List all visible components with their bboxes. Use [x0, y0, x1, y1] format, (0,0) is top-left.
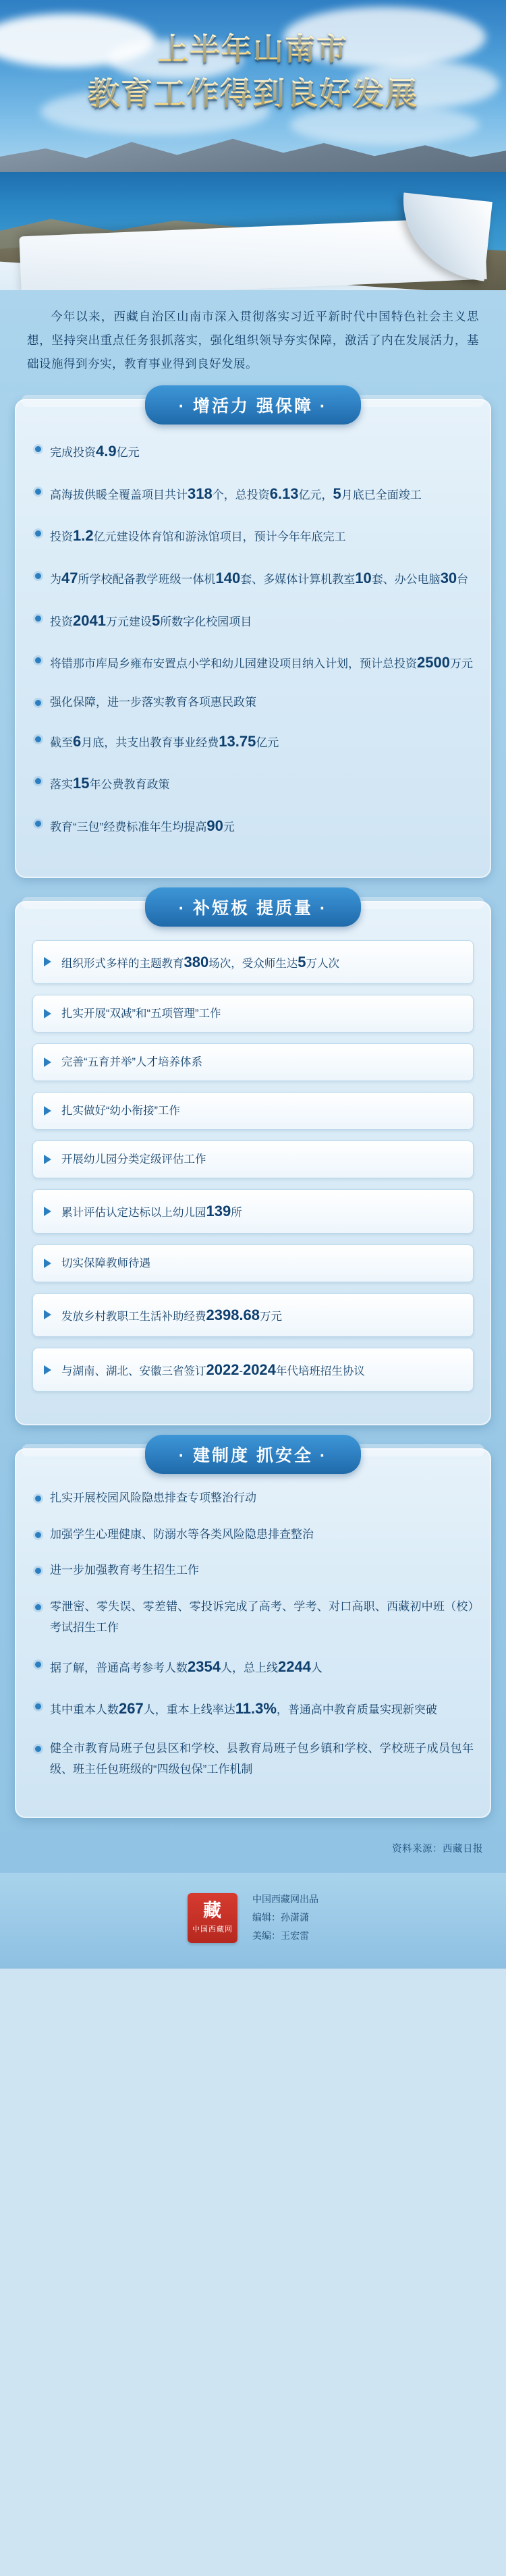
list-item: 落实15年公费教育政策 — [32, 770, 474, 798]
list-item: 强化保障，进一步落实教育各项惠民政策 — [32, 692, 474, 713]
highlight-number: 15 — [73, 775, 90, 792]
list-item: 加强学生心理健康、防溺水等各类风险隐患排查整治 — [32, 1524, 474, 1545]
highlight-number: 47 — [61, 570, 78, 587]
list-item: 零泄密、零失误、零差错、零投诉完成了高考、学考、对口高职、西藏初中班（校）考试招生工作 — [32, 1596, 474, 1639]
credit-line: 编辑：孙潇潇 — [252, 1912, 309, 1923]
section-list — [32, 438, 474, 840]
list-item: 高海拔供暖全覆盖项目共计318个，总投资6.13亿元，5月底已全面竣工 — [32, 481, 474, 508]
list-item: 切实保障教师待遇 — [32, 1244, 474, 1282]
list-item: 完成投资4.9亿元 — [32, 438, 474, 466]
list-item: 开展幼儿园分类定级评估工作 — [32, 1141, 474, 1178]
section-list — [32, 1487, 474, 1780]
list-item: 教育“三包”经费标准年生均提高90元 — [32, 813, 474, 840]
list-item: 健全市教育局班子包县区和学校、县教育局班子包乡镇和学校、学校班子成员包年级、班主任包班级的“四级包保”工作机制 — [32, 1738, 474, 1780]
list-item: 扎实开展“双减”和“五项管理”工作 — [32, 995, 474, 1033]
highlight-number: 2024 — [242, 1361, 276, 1379]
section-title: · 建制度 抓安全 · — [145, 1435, 361, 1474]
list-item: 将错那市库局乡雍布安置点小学和幼儿园建设项目纳入计划，预计总投资2500万元 — [32, 649, 474, 677]
list-item: 投资2041万元建设5所数字化校园项目 — [32, 607, 474, 635]
credit-line: 美编：王宏雷 — [252, 1930, 309, 1942]
section-title: · 增活力 强保障 · — [145, 385, 361, 424]
highlight-number: 318 — [188, 485, 213, 502]
list-item: 扎实做好“幼小衔接”工作 — [32, 1092, 474, 1130]
source-note: 资料来源：西藏日报 — [392, 1843, 483, 1855]
brand-logo — [188, 1893, 237, 1943]
highlight-number: 5 — [333, 485, 341, 502]
credit-line: 中国西藏网出品 — [252, 1893, 318, 1904]
highlight-number: 5 — [151, 611, 161, 629]
highlight-number: 13.75 — [219, 732, 256, 750]
highlight-number: 5 — [298, 953, 306, 970]
highlight-number: 30 — [440, 570, 457, 587]
list-item: 截至6月底，共支出教育事业经费13.75亿元 — [32, 728, 474, 756]
section-card — [15, 1448, 491, 1817]
list-item: 其中重本人数267人，重本上线率达11.3%，普通高中教育质量实现新突破 — [32, 1695, 474, 1723]
highlight-number: 140 — [215, 570, 241, 587]
list-item: 与湖南、湖北、安徽三省签订2022-2024年代培班招生协议 — [32, 1348, 474, 1392]
list-item: 投资1.2亿元建设体育馆和游泳馆项目，预计今年年底完工 — [32, 522, 474, 550]
section-card — [15, 399, 491, 878]
highlight-number: 4.9 — [96, 443, 117, 460]
highlight-number: 10 — [355, 570, 372, 587]
highlight-number: 90 — [206, 817, 223, 834]
highlight-number: 380 — [184, 953, 209, 970]
highlight-number: 139 — [206, 1203, 231, 1220]
highlight-number: 6.13 — [269, 485, 299, 502]
highlight-number: 267 — [119, 1700, 144, 1718]
highlight-number: 11.3% — [235, 1700, 277, 1718]
section-card — [15, 898, 491, 1426]
logo-text: 中国西藏网 — [192, 1925, 233, 1934]
hero-banner — [0, 0, 506, 290]
list-item: 完善“五育并举”人才培养体系 — [32, 1043, 474, 1081]
list-item: 扎实开展校园风险隐患排查专项整治行动 — [32, 1487, 474, 1508]
list-item: 发放乡村教职工生活补助经费2398.68万元 — [32, 1293, 474, 1337]
highlight-number: 2500 — [417, 654, 450, 672]
intro-paragraph: 今年以来，西藏自治区山南市深入贯彻落实习近平新时代中国特色社会主义思想，坚持突出重点任务狠抓落实，强化组织领导夯实保障，激活了内在发展活力，基础设施得到夯实，教育事业得到良好发展。 — [27, 310, 479, 371]
section-list — [32, 940, 474, 1392]
logo-mark: 藏 — [203, 1900, 222, 1921]
highlight-number: 2398.68 — [206, 1306, 260, 1323]
page-title — [0, 27, 506, 117]
highlight-number: 6 — [73, 732, 82, 750]
title-line-2: 教育工作得到良好发展 — [0, 71, 506, 117]
highlight-number: 2354 — [188, 1657, 221, 1675]
highlight-number: 2022 — [206, 1361, 240, 1379]
list-item: 据了解，普通高考参考人数2354人，总上线2244人 — [32, 1653, 474, 1681]
list-item: 累计评估认定达标以上幼儿园139所 — [32, 1189, 474, 1233]
footer — [0, 1873, 506, 1969]
list-item: 组织形式多样的主题教育380场次，受众师生达5万人次 — [32, 940, 474, 984]
credits — [252, 1890, 318, 1946]
highlight-number: 2041 — [73, 611, 106, 629]
list-item: 为47所学校配备教学班级一体机140套、多媒体计算机教室10套、办公电脑30台 — [32, 565, 474, 593]
list-item: 进一步加强教育考生招生工作 — [32, 1560, 474, 1581]
highlight-number: 2244 — [277, 1657, 311, 1675]
section-title: · 补短板 提质量 · — [145, 887, 361, 927]
sections-container — [0, 399, 506, 1818]
title-line-1: 上半年山南市 — [0, 27, 506, 71]
highlight-number: 1.2 — [73, 527, 94, 545]
